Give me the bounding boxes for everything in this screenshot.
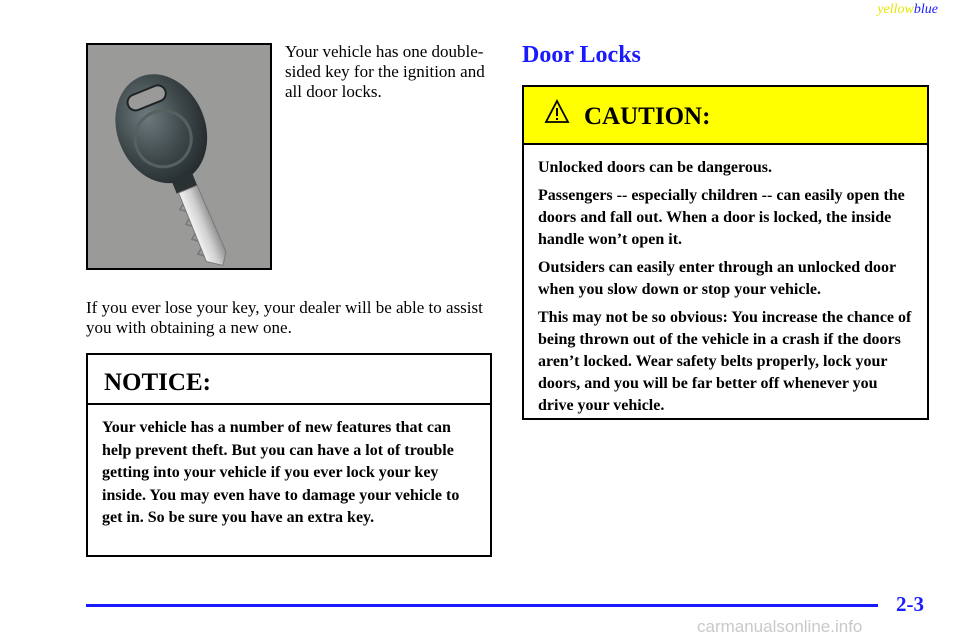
notice-box xyxy=(86,353,492,557)
caution-title: CAUTION: xyxy=(584,103,711,130)
caution-paragraph-4: This may not be so obvious: You increase the chance of being thrown out of the vehicle in a crash if the doors aren’t locked. Wear safety belts properly, lock your doors, and you will be far better off whenever you drive your vehicle. xyxy=(538,309,912,414)
color-tag-blue: blue xyxy=(913,2,938,17)
notice-title: NOTICE: xyxy=(88,355,490,405)
watermark: carmanualsonline.info xyxy=(697,617,863,636)
caution-paragraph-2: Passengers -- especially children -- can easily open the doors and fall out. When a door is locked, the inside handle won’t open it. xyxy=(538,187,905,248)
color-tag xyxy=(877,2,938,18)
caution-paragraph-1: Unlocked doors can be dangerous. xyxy=(538,159,772,176)
caution-body xyxy=(524,145,927,417)
key-intro-text: Your vehicle has one double-sided key for the ignition and all door locks. xyxy=(285,42,485,101)
caution-box xyxy=(522,85,929,420)
footer-rule xyxy=(86,604,878,607)
caution-paragraph-3: Outsiders can easily enter through an unlocked door when you slow down or stop your vehicle. xyxy=(538,259,896,298)
lost-key-text: If you ever lose your key, your dealer will be able to assist you with obtaining a new one. xyxy=(86,298,483,337)
color-tag-yellow: yellow xyxy=(877,2,914,17)
key-icon xyxy=(88,45,270,268)
warning-triangle-icon xyxy=(544,99,570,125)
caution-header xyxy=(524,87,927,145)
section-title-door-locks: Door Locks xyxy=(522,42,641,68)
page-number: 2-3 xyxy=(896,592,924,616)
key-photo xyxy=(86,43,272,270)
notice-body: Your vehicle has a number of new features that can help prevent theft. But you can have a lot of trouble getting into your vehicle if you ever lock your key inside. You may even have to damage your vehicle to get in. So be sure you have an extra key. xyxy=(102,419,460,526)
